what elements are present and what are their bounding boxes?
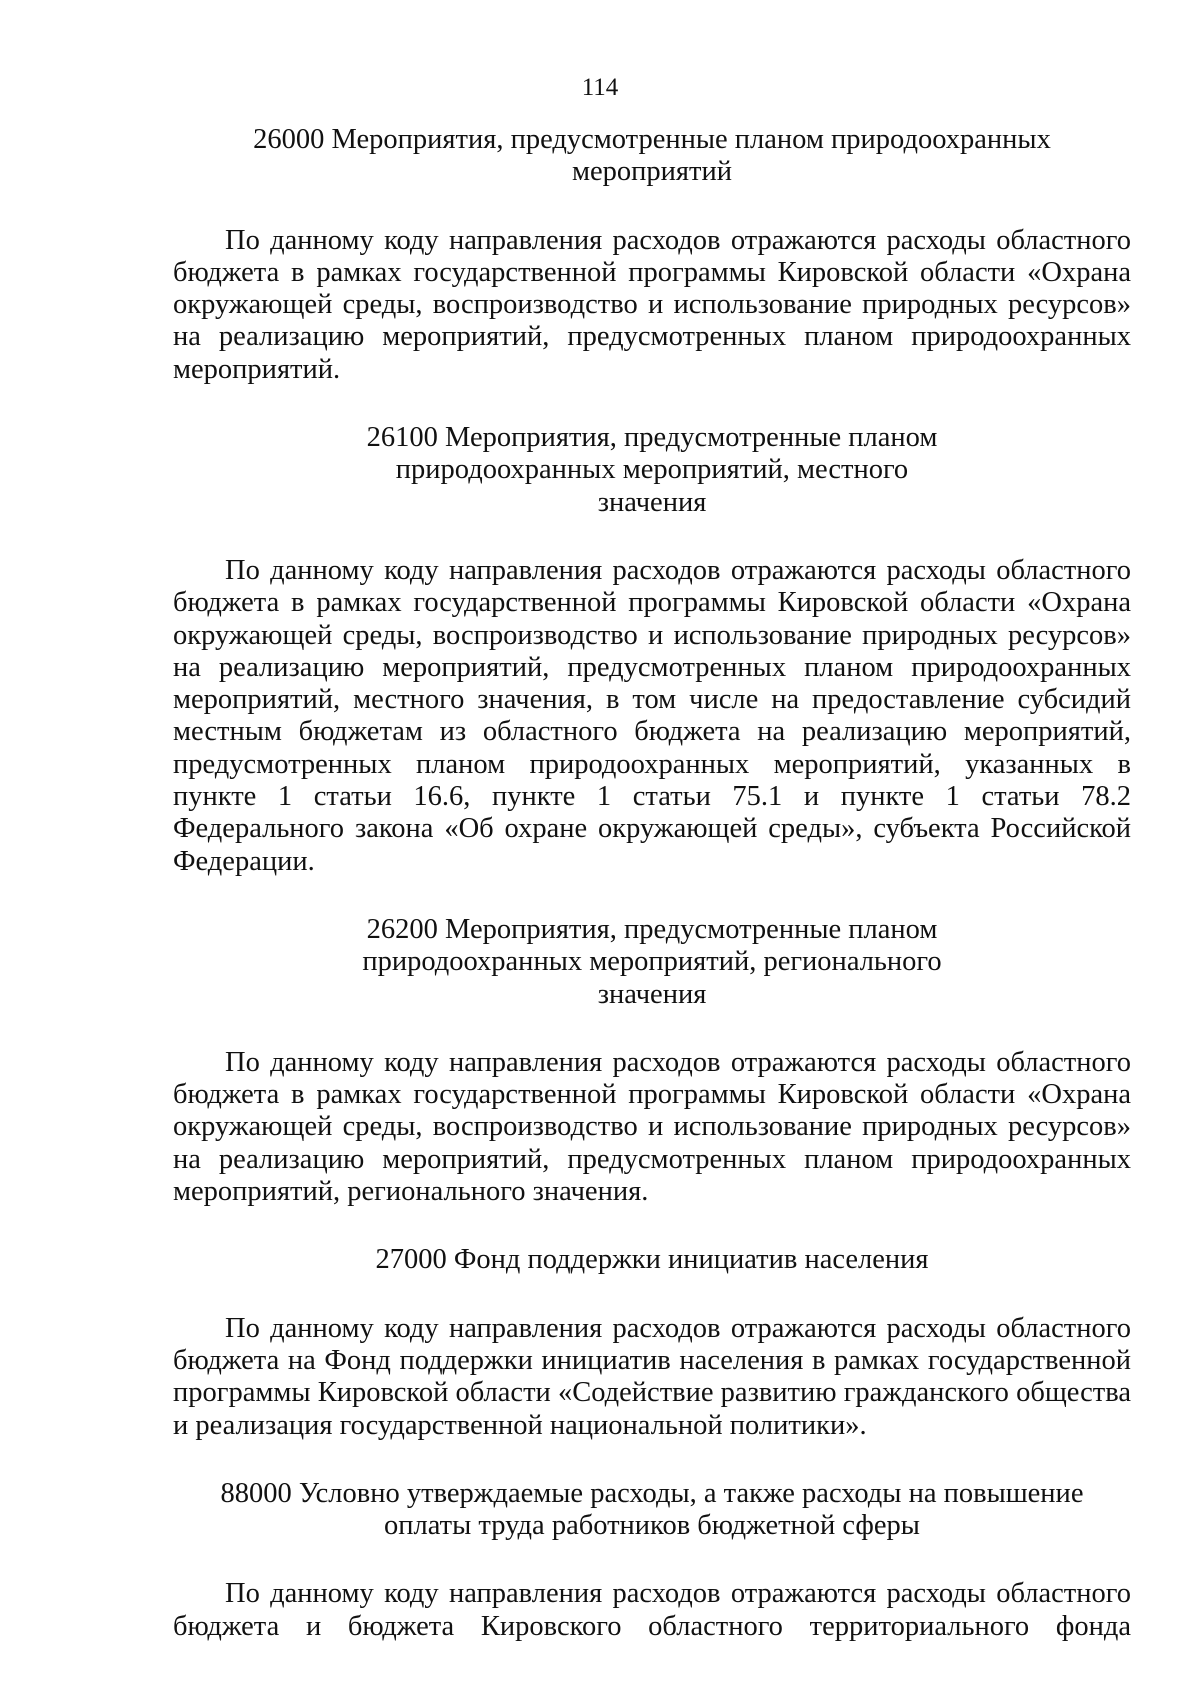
section-paragraph: По данному коду направления расходов отражаются расходы областного бюджета и бюджета Кировского областного территориального фонда — [173, 1578, 1131, 1642]
page-number: 114 — [581, 74, 619, 101]
document-body — [173, 124, 1131, 1679]
section-88000 — [173, 1478, 1131, 1643]
section-heading: 26200 Мероприятия, предусмотренные планом природоохранных мероприятий, регионального значения — [362, 913, 942, 1010]
section-heading: 26100 Мероприятия, предусмотренные планом природоохранных мероприятий, местного значения — [366, 422, 938, 518]
section-26000 — [173, 124, 1131, 386]
section-heading: 88000 Условно утверждаемые расходы, а также расходы на повышение оплаты труда работников бюджетной сферы — [220, 1477, 1084, 1542]
section-heading: 26000 Мероприятия, предусмотренные планом природоохранных мероприятий — [253, 124, 1051, 188]
section-27000 — [173, 1244, 1131, 1441]
section-paragraph: По данному коду направления расходов отражаются расходы областного бюджета на Фонд поддержки инициатив населения в рамках государственной программы Кировской области «Содействие развитию гражданского общества и реализация государственной национальной политики». — [173, 1312, 1131, 1441]
section-heading: 27000 Фонд поддержки инициатив населения — [375, 1244, 929, 1276]
section-paragraph: По данному коду направления расходов отражаются расходы областного бюджета в рамках государственной программы Кировской области «Охрана окружающей среды, воспроизводство и использование природных ресурсов» на реализацию мероприятий, предусмотренных планом природоохранных мероприятий. — [173, 224, 1131, 385]
section-paragraph: По данному коду направления расходов отражаются расходы областного бюджета в рамках государственной программы Кировской области «Охрана окружающей среды, воспроизводство и использование природных ресурсов» на реализацию мероприятий, предусмотренных планом природоохранных мероприятий, местного значения, в том числе на предоставление субсидий местным бюджетам из областного бюджета на реализацию мероприятий, предусмотренных планом природоохранных мероприятий, указанных в пункте 1 статьи 16.6, пункте 1 статьи 75.1 и пункте 1 статьи 78.2 Федерального закона «Об охране окружающей среды», субъекта Российской Федерации. — [173, 554, 1131, 877]
section-paragraph: По данному коду направления расходов отражаются расходы областного бюджета в рамках государственной программы Кировской области «Охрана окружающей среды, воспроизводство и использование природных ресурсов» на реализацию мероприятий, предусмотренных планом природоохранных мероприятий, регионального значения. — [173, 1046, 1131, 1208]
section-26200 — [173, 914, 1131, 1208]
section-26100 — [173, 422, 1131, 878]
